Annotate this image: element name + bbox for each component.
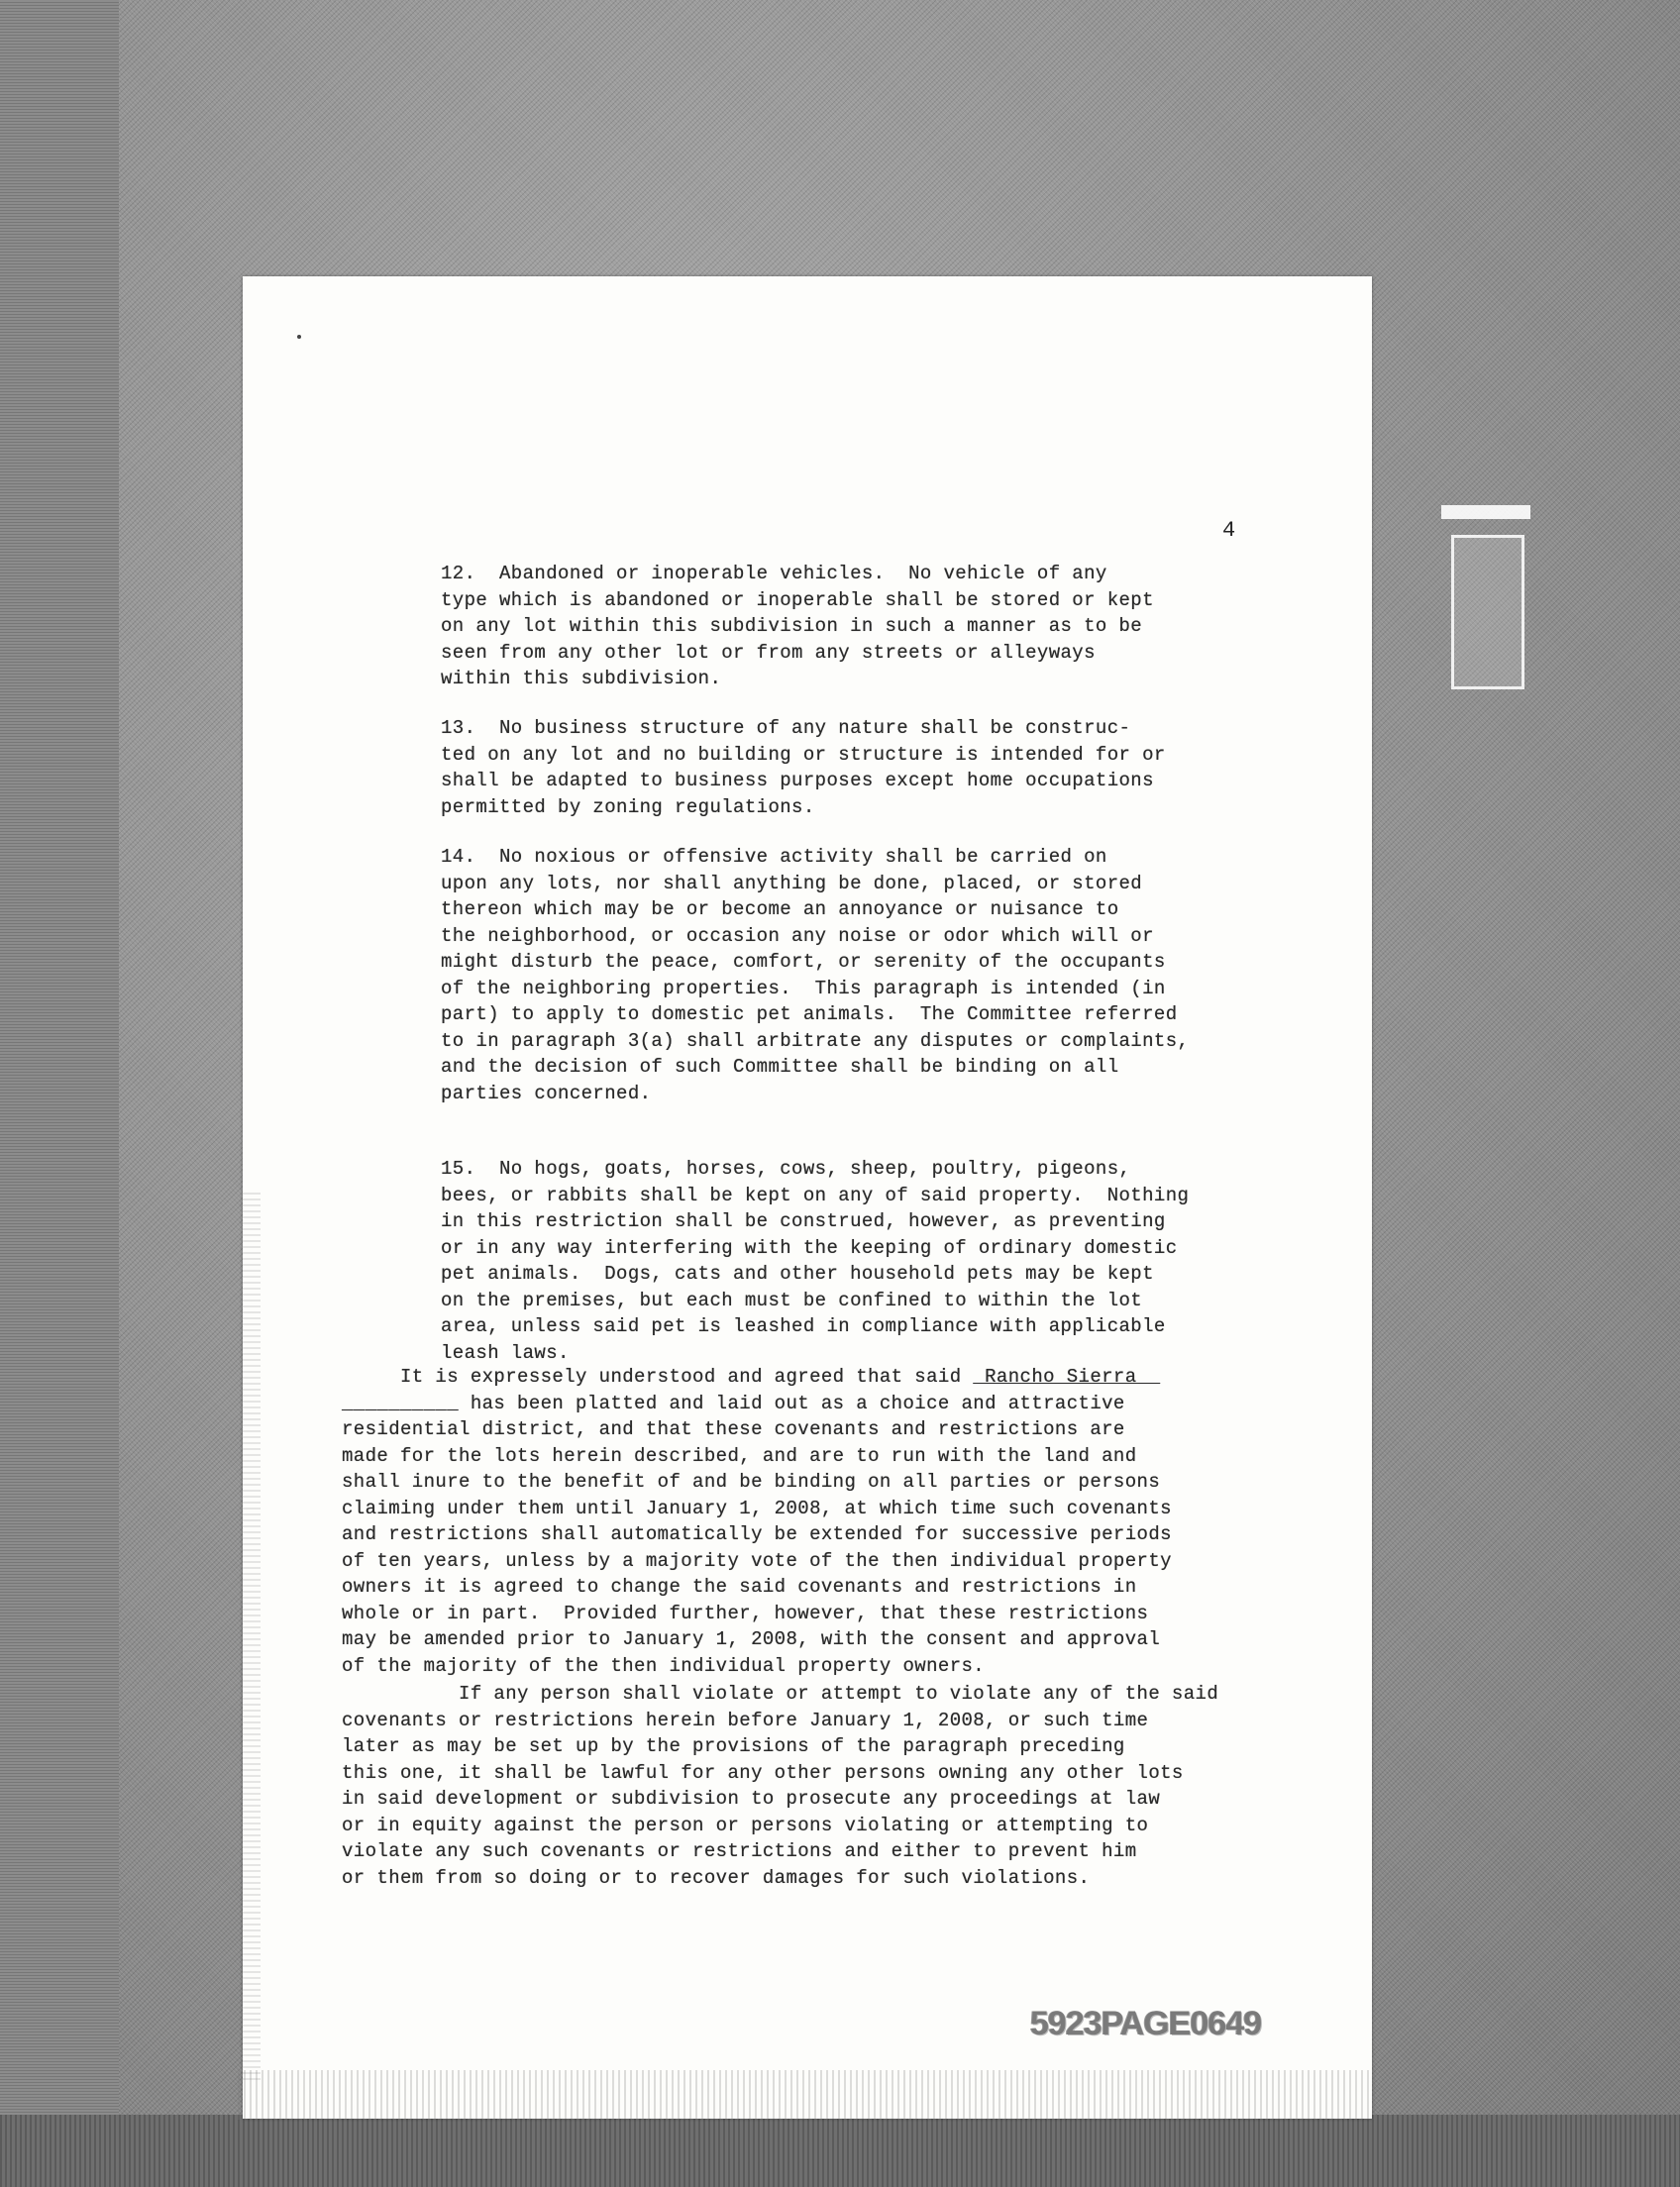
scan-speck <box>297 335 301 339</box>
paragraph-covenant-duration <box>342 1364 1172 1679</box>
page-left-shadow <box>243 1189 261 2080</box>
paragraph-enforcement: If any person shall violate or attempt to violate any of the said covenants or restrictions herein before January 1, 2008, or such time later as may be set up by the provisions of the paragraph preceding this one, it shall be lawful for any other persons owning any other lots in said development or subdivision to prosecute any proceedings at law or in equity against the person or persons violating or attempting to violate any such covenants or restrictions and either to prevent him or them from so doing or to recover damages for such violations. <box>342 1683 1219 1889</box>
covenant-lead-text: It is expressely understood and agreed that said <box>342 1366 974 1388</box>
recording-stamp: 5923PAGE0649 <box>1030 2005 1262 2042</box>
paragraph-13-business-structures: 13. No business structure of any nature shall be construc- ted on any lot and no building or structure is intended for or shall be adapted to business purposes except home occupations permitted by zoning regulations. <box>441 717 1166 818</box>
paragraph-14-noxious-activity: 14. No noxious or offensive activity shall be carried on upon any lots, nor shall anything be done, placed, or stored thereon which may be or become an annoyance or nuisance to the neighborhood, or occasion any noise or odor which will or might disturb the peace, comfort, or serenity of the occupants of the neighboring properties. This paragraph is intended (in part) to apply to domestic pet animals. The Committee referred to in paragraph 3(a) shall arbitrate any disputes or complaints, and the decision of such Committee shall be binding on all parties concerned. <box>441 846 1190 1104</box>
scan-left-edge <box>0 0 119 2187</box>
paragraph-12-abandoned-vehicles: 12. Abandoned or inoperable vehicles. No vehicle of any type which is abandoned or inoperable shall be stored or kept on any lot within this subdivision in such a manner as to be seen from any other lot or from any streets or alleyways within this subdivision. <box>441 563 1154 689</box>
paragraph-15-animals: 15. No hogs, goats, horses, cows, sheep, poultry, pigeons, bees, or rabbits shall be kept on any of said property. Nothing in this restriction shall be construed, however, as preventing or in any way interfering with the keeping of ordinary domestic pet animals. Dogs, cats and other household pets may be kept on the premises, but each must be confined to within the lot area, unless said pet is leashed in compliance with applicable leash laws. <box>441 1158 1190 1364</box>
scan-artifact-bar <box>1441 505 1530 519</box>
scan-bottom-band <box>0 2115 1680 2187</box>
subdivision-name: Rancho Sierra <box>973 1366 1161 1388</box>
page-number: 4 <box>1222 518 1236 543</box>
page-torn-edge <box>238 2070 1377 2120</box>
scan-artifact-frame <box>1451 535 1524 689</box>
covenant-body-text: __________ has been platted and laid out as a choice and attractive residential district, and that these covenants and restrictions are made for the lots herein described, and are to run with the land and shall inure to the benefit of and be binding on all parties or persons claiming under them until January 1, 2008, at which time such covenants and restrictions shall automatically be extended for successive periods of ten years, unless by a majority vote of the then individual property owners it is agreed to change the said covenants and restrictions in whole or in part. Provided further, however, that these restrictions may be amended prior to January 1, 2008, with the consent and approval of the majority of the then individual property owners. <box>342 1392 1172 1677</box>
